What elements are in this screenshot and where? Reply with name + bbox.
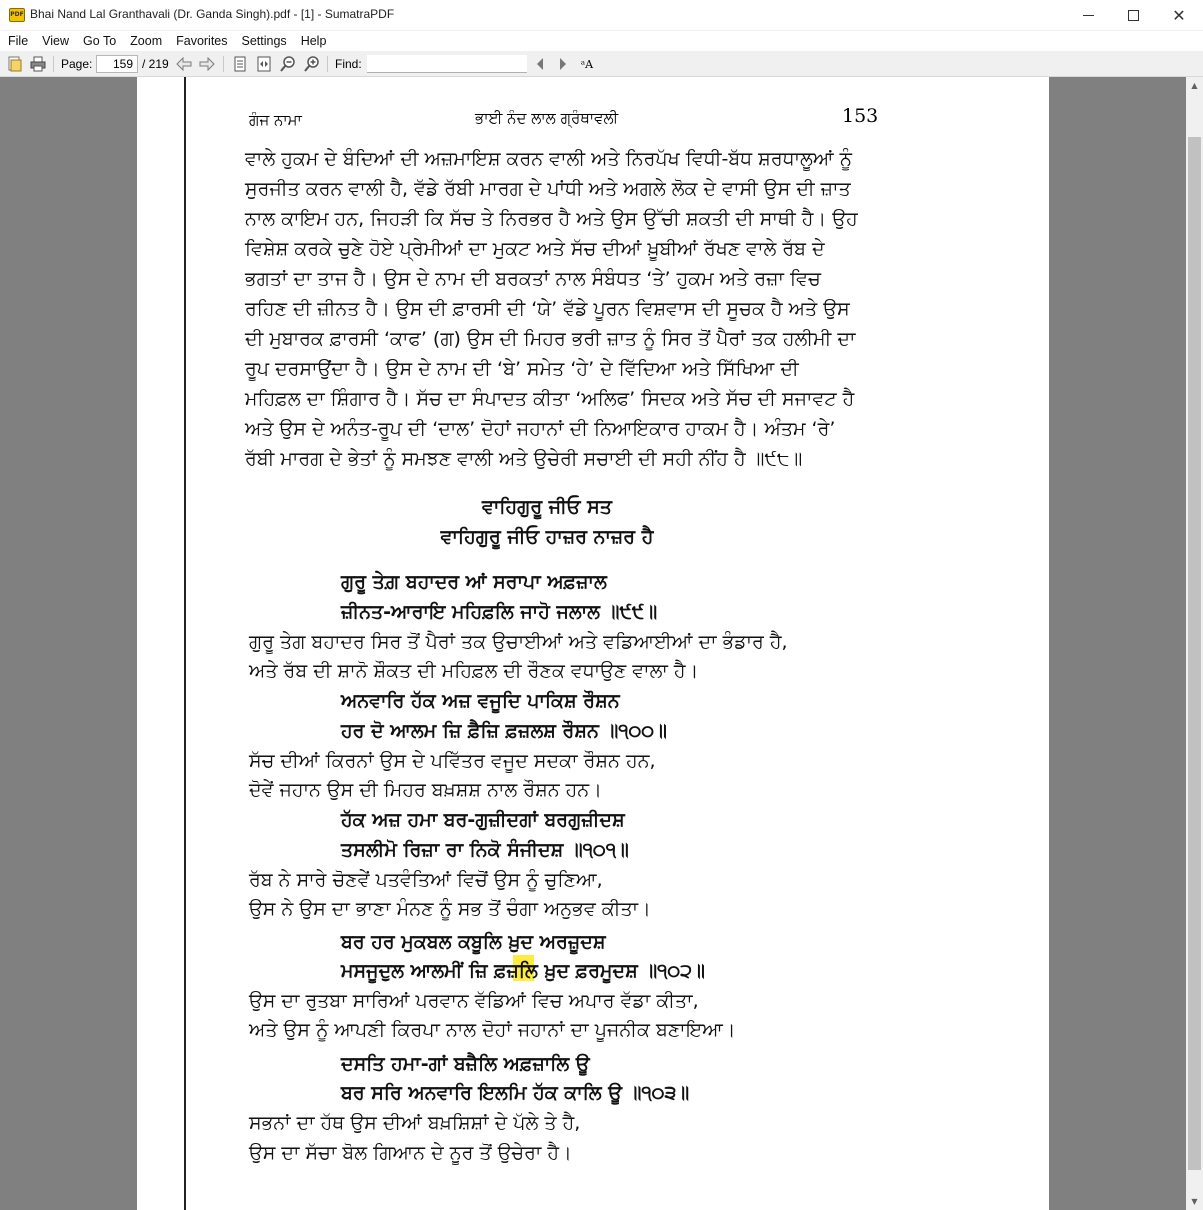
document-view[interactable] bbox=[0, 77, 1186, 1210]
find-label: Find: bbox=[335, 57, 362, 71]
zoom-in-button[interactable] bbox=[303, 55, 321, 73]
fit-width-icon bbox=[256, 56, 272, 72]
scroll-down-button[interactable] bbox=[1186, 1193, 1203, 1210]
chevron-up-icon: ▲ bbox=[1191, 81, 1198, 90]
menu-view[interactable]: View bbox=[42, 34, 70, 48]
open-file-button[interactable] bbox=[6, 55, 24, 73]
toolbar-separator bbox=[327, 56, 328, 72]
scrollbar-thumb[interactable] bbox=[1188, 137, 1201, 1170]
find-previous-button[interactable] bbox=[531, 55, 549, 73]
verse-line: ਬਰ ਸਰਿ ਅਨਵਾਰਿ ਇਲਮਿ ਹੱਕ ਕਾਲਿ ਊ ॥੧੦੩॥ bbox=[341, 1082, 690, 1104]
minimize-button[interactable] bbox=[1065, 0, 1111, 31]
page-label: Page: bbox=[61, 57, 93, 71]
verse-line: ਹੱਕ ਅਜ਼ ਹਮਾ ਬਰ-ਗੁਜ਼ੀਦਗਾਂ ਬਰਗੁਜ਼ੀਦਸ਼ bbox=[341, 809, 625, 831]
verse-line: ਹਰ ਦੋ ਆਲਮ ਜ਼ਿ ਫ਼ੈਜ਼ਿ ਫ਼ਜ਼ਲਸ਼ ਰੌਸ਼ਨ ॥੧੦੦॥ bbox=[341, 720, 667, 742]
arrow-left-icon bbox=[176, 57, 192, 71]
zoom-out-button[interactable] bbox=[279, 55, 297, 73]
paragraph-line: ਵਿਸ਼ੇਸ਼ ਕਰਕੇ ਚੁਣੇ ਹੋਏ ਪ੍ਰੇਮੀਆਂ ਦਾ ਮੁਕਟ ਅਤੇ ਸੱਚ ਦੀਆਂ ਖ਼ੂਬੀਆਂ ਰੱਖਣ ਵਾਲੇ ਰੱਬ ਦੇ bbox=[245, 238, 825, 260]
running-header-left: ਗੰਜ ਨਾਮਾ bbox=[249, 111, 302, 129]
fit-page-button[interactable] bbox=[231, 55, 249, 73]
match-case-icon: ᵃA bbox=[580, 57, 594, 71]
paragraph-line: ਰਹਿਣ ਦੀ ਜ਼ੀਨਤ ਹੈ। ਉਸ ਦੀ ਫ਼ਾਰਸੀ ਦੀ ‘ਯੇ’ ਵੱਡੇ ਪੂਰਨ ਵਿਸ਼ਵਾਸ ਦੀ ਸੂਚਕ ਹੈ ਅਤੇ ਉਸ bbox=[245, 298, 850, 320]
menu-file[interactable]: File bbox=[8, 34, 29, 48]
page-number-input[interactable]: 159 bbox=[96, 55, 138, 73]
paragraph-line: ਅਤੇ ਉਸ ਦੇ ਅਨੰਤ-ਰੂਪ ਦੀ ‘ਦਾਲ’ ਦੋਹਾਂ ਜਹਾਨਾਂ ਦੀ ਨਿਆਇਕਾਰ ਹਾਕਮ ਹੈ। ਅੰਤਮ ‘ਰੇ’ bbox=[245, 418, 836, 440]
page-scan-edge bbox=[184, 77, 186, 1210]
window-title: Bhai Nand Lal Granthavali (Dr. Ganda Singh).pdf - [1] - SumatraPDF bbox=[30, 7, 395, 21]
verse-line: ਤਸਲੀਮੋ ਰਿਜ਼ਾ ਰਾ ਨਿਕੋ ਸੰਜੀਦਸ਼ ॥੧੦੧॥ bbox=[341, 839, 629, 861]
match-case-button[interactable] bbox=[578, 55, 596, 73]
translation-line: ਸੱਚ ਦੀਆਂ ਕਿਰਨਾਂ ਉਸ ਦੇ ਪਵਿੱਤਰ ਵਜੂਦ ਸਦਕਾ ਰੌਸ਼ਨ ਹਨ, bbox=[249, 750, 656, 772]
find-next-button[interactable] bbox=[554, 55, 572, 73]
find-input[interactable] bbox=[367, 55, 527, 73]
verse-line: ਬਰ ਹਰ ਮੁਕਬਲ ਕਬੂਲਿ ਖ਼ੁਦ ਅਰਜ਼ੂਦਸ਼ bbox=[341, 931, 606, 953]
paragraph-line: ਮਹਿਫ਼ਲ ਦਾ ਸ਼ਿੰਗਾਰ ਹੈ। ਸੱਚ ਦਾ ਸੰਪਾਦਤ ਕੀਤਾ ‘ਅਲਿਫ’ ਸਿਦਕ ਅਤੇ ਸੱਚ ਦੀ ਸਜਾਵਟ ਹੈ bbox=[245, 388, 855, 410]
menu-help[interactable]: Help bbox=[300, 34, 327, 48]
paragraph-line: ਦੀ ਮੁਬਾਰਕ ਫ਼ਾਰਸੀ ‘ਕਾਫ’ (ਗ) ਉਸ ਦੀ ਮਿਹਰ ਭਰੀ ਜ਼ਾਤ ਨੂੰ ਸਿਰ ਤੋਂ ਪੈਰਾਂ ਤਕ ਹਲੀਮੀ ਦਾ bbox=[245, 328, 856, 350]
paragraph-line: ਸੁਰਜੀਤ ਕਰਨ ਵਾਲੀ ਹੈ, ਵੱਡੇ ਰੱਬੀ ਮਾਰਗ ਦੇ ਪਾਂਧੀ ਅਤੇ ਅਗਲੇ ਲੋਕ ਦੇ ਵਾਸੀ ਉਸ ਦੀ ਜ਼ਾਤ bbox=[245, 178, 851, 200]
next-page-button[interactable] bbox=[198, 55, 216, 73]
menu-go-to[interactable]: Go To bbox=[83, 34, 117, 48]
paragraph-line: ਨਾਲ ਕਾਇਮ ਹਨ, ਜਿਹੜੀ ਕਿ ਸੱਚ ਤੇ ਨਿਰਭਰ ਹੈ ਅਤੇ ਉਸ ਉੱਚੀ ਸ਼ਕਤੀ ਦੀ ਸਾਥੀ ਹੈ। ਉਹ bbox=[245, 208, 858, 230]
translation-line: ਉਸ ਦਾ ਰੁਤਬਾ ਸਾਰਿਆਂ ਪਰਵਾਨ ਵੱਡਿਆਂ ਵਿਚ ਅਪਾਰ ਵੱਡਾ ਕੀਤਾ, bbox=[249, 990, 699, 1012]
toolbar bbox=[0, 51, 1203, 77]
translation-line: ਰੱਬ ਨੇ ਸਾਰੇ ਚੋਣਵੇਂ ਪਤਵੰਤਿਆਂ ਵਿਚੋਂ ਉਸ ਨੂੰ ਚੁਣਿਆ, bbox=[249, 869, 603, 891]
paragraph-line: ਭਗਤਾਂ ਦਾ ਤਾਜ ਹੈ। ਉਸ ਦੇ ਨਾਮ ਦੀ ਬਰਕਤਾਂ ਨਾਲ ਸੰਬੰਧਤ ‘ਤੇ’ ਹੁਕਮ ਅਤੇ ਰਜ਼ਾ ਵਿਚ bbox=[245, 268, 821, 290]
menu-bar bbox=[0, 31, 1203, 51]
paragraph-line: ਰੱਬੀ ਮਾਰਗ ਦੇ ਭੇਤਾਂ ਨੂੰ ਸਮਝਣ ਵਾਲੀ ਅਤੇ ਉਚੇਰੀ ਸਚਾਈ ਦੀ ਸਹੀ ਨੀਂਹ ਹੈ ॥੯੮॥ bbox=[245, 448, 803, 470]
sumatrapdf-app-icon[interactable]: PDF bbox=[9, 8, 25, 22]
vertical-scrollbar[interactable] bbox=[1186, 77, 1203, 1210]
menu-favorites[interactable]: Favorites bbox=[176, 34, 228, 48]
paragraph-line: ਰੂਪ ਦਰਸਾਉਂਦਾ ਹੈ। ਉਸ ਦੇ ਨਾਮ ਦੀ ‘ਬੇ’ ਸਮੇਤ ‘ਹੇ’ ਦੇ ਵਿੱਦਿਆ ਅਤੇ ਸਿੱਖਿਆ ਦੀ bbox=[245, 358, 799, 380]
translation-line: ਉਸ ਨੇ ਉਸ ਦਾ ਭਾਣਾ ਮੰਨਣ ਨੂੰ ਸਭ ਤੋਂ ਚੰਗਾ ਅਨੁਭਵ ਕੀਤਾ। bbox=[249, 898, 651, 920]
page-number-printed: 153 bbox=[842, 105, 879, 127]
title-bar bbox=[0, 0, 1203, 31]
maximize-icon bbox=[1128, 10, 1139, 21]
translation-line: ਉਸ ਦਾ ਸੱਚਾ ਬੋਲ ਗਿਆਨ ਦੇ ਨੂਰ ਤੋਂ ਉਚੇਰਾ ਹੈ। bbox=[249, 1142, 572, 1164]
page-total: / 219 bbox=[142, 57, 169, 71]
close-icon: ✕ bbox=[1172, 5, 1186, 25]
close-button[interactable] bbox=[1156, 0, 1202, 31]
chevron-down-icon: ▼ bbox=[1191, 1197, 1198, 1206]
print-button[interactable] bbox=[29, 55, 47, 73]
zoom-in-icon bbox=[304, 56, 320, 72]
heading-line-2: ਵਾਹਿਗੁਰੂ ਜੀਓ ਹਾਜ਼ਰ ਨਾਜ਼ਰ ਹੈ bbox=[440, 526, 654, 548]
menu-zoom[interactable]: Zoom bbox=[130, 34, 163, 48]
fit-width-button[interactable] bbox=[255, 55, 273, 73]
paragraph-line: ਵਾਲੇ ਹੁਕਮ ਦੇ ਬੰਦਿਆਂ ਦੀ ਅਜ਼ਮਾਇਸ਼ ਕਰਨ ਵਾਲੀ ਅਤੇ ਨਿਰਪੱਖ ਵਿਧੀ-ਬੱਧ ਸ਼ਰਧਾਲੂਆਂ ਨੂੰ bbox=[245, 148, 852, 170]
heading-line-1: ਵਾਹਿਗੁਰੂ ਜੀਓ ਸਤ bbox=[482, 496, 612, 518]
printer-icon bbox=[30, 56, 46, 72]
zoom-out-icon bbox=[280, 56, 296, 72]
translation-line: ਗੁਰੂ ਤੇਗ ਬਹਾਦਰ ਸਿਰ ਤੋਂ ਪੈਰਾਂ ਤਕ ਉਚਾਈਆਂ ਅਤੇ ਵਡਿਆਈਆਂ ਦਾ ਭੰਡਾਰ ਹੈ, bbox=[249, 631, 788, 653]
verse-line: ਮਸਜੂਦੁਲ ਆਲਮੀਂ ਜ਼ਿ ਫ਼ਜ਼ਲਿ ਖ਼ੁਦ ਫ਼ਰਮੂਦਸ਼ ॥੧੦੨॥ bbox=[341, 960, 705, 982]
previous-page-button[interactable] bbox=[175, 55, 193, 73]
fit-page-icon bbox=[232, 56, 248, 72]
menu-settings[interactable]: Settings bbox=[241, 34, 287, 48]
translation-line: ਦੋਵੇਂ ਜਹਾਨ ਉਸ ਦੀ ਮਿਹਰ ਬਖ਼ਸ਼ਸ਼ ਨਾਲ ਰੌਸ਼ਨ ਹਨ। bbox=[249, 779, 602, 801]
translation-line: ਅਤੇ ਉਸ ਨੂੰ ਆਪਣੀ ਕਿਰਪਾ ਨਾਲ ਦੋਹਾਂ ਜਹਾਨਾਂ ਦਾ ਪੂਜਨੀਕ ਬਣਾਇਆ। bbox=[249, 1019, 736, 1041]
pdf-page bbox=[137, 77, 1049, 1210]
verse-line: ਗੁਰੂ ਤੇਗ਼ ਬਹਾਦਰ ਆਂ ਸਰਾਪਾ ਅਫ਼ਜ਼ਾਲ bbox=[341, 571, 607, 593]
maximize-button[interactable] bbox=[1110, 0, 1156, 31]
scroll-up-button[interactable] bbox=[1186, 77, 1203, 94]
translation-line: ਅਤੇ ਰੱਬ ਦੀ ਸ਼ਾਨੋ ਸ਼ੌਕਤ ਦੀ ਮਹਿਫ਼ਲ ਦੀ ਰੌਣਕ ਵਧਾਉਣ ਵਾਲਾ ਹੈ। bbox=[249, 660, 699, 682]
open-folder-icon bbox=[7, 56, 23, 72]
verse-line: ਅਨਵਾਰਿ ਹੱਕ ਅਜ਼ ਵਜੂਦਿ ਪਾਕਿਸ਼ ਰੌਸ਼ਨ bbox=[341, 690, 620, 712]
running-header-center: ਭਾਈ ਨੰਦ ਲਾਲ ਗ੍ਰੰਥਾਵਲੀ bbox=[475, 109, 619, 127]
toolbar-separator bbox=[223, 56, 224, 72]
toolbar-separator bbox=[53, 56, 54, 72]
arrow-right-icon bbox=[199, 57, 215, 71]
verse-line: ਜ਼ੀਨਤ-ਆਰਾਇ ਮਹਿਫ਼ਲਿ ਜਾਹੋ ਜਲਾਲ ॥੯੯॥ bbox=[341, 601, 658, 623]
translation-line: ਸਭਨਾਂ ਦਾ ਹੱਥ ਉਸ ਦੀਆਂ ਬਖ਼ਸ਼ਿਸ਼ਾਂ ਦੇ ਪੱਲੇ ਤੇ ਹੈ, bbox=[249, 1112, 581, 1134]
verse-line: ਦਸਤਿ ਹਮਾ-ਗਾਂ ਬਜ਼ੈਲਿ ਅਫ਼ਜ਼ਾਲਿ ਊ bbox=[341, 1053, 590, 1075]
triangle-left-icon bbox=[535, 57, 545, 71]
minimize-icon bbox=[1083, 15, 1094, 16]
triangle-right-icon bbox=[558, 57, 568, 71]
